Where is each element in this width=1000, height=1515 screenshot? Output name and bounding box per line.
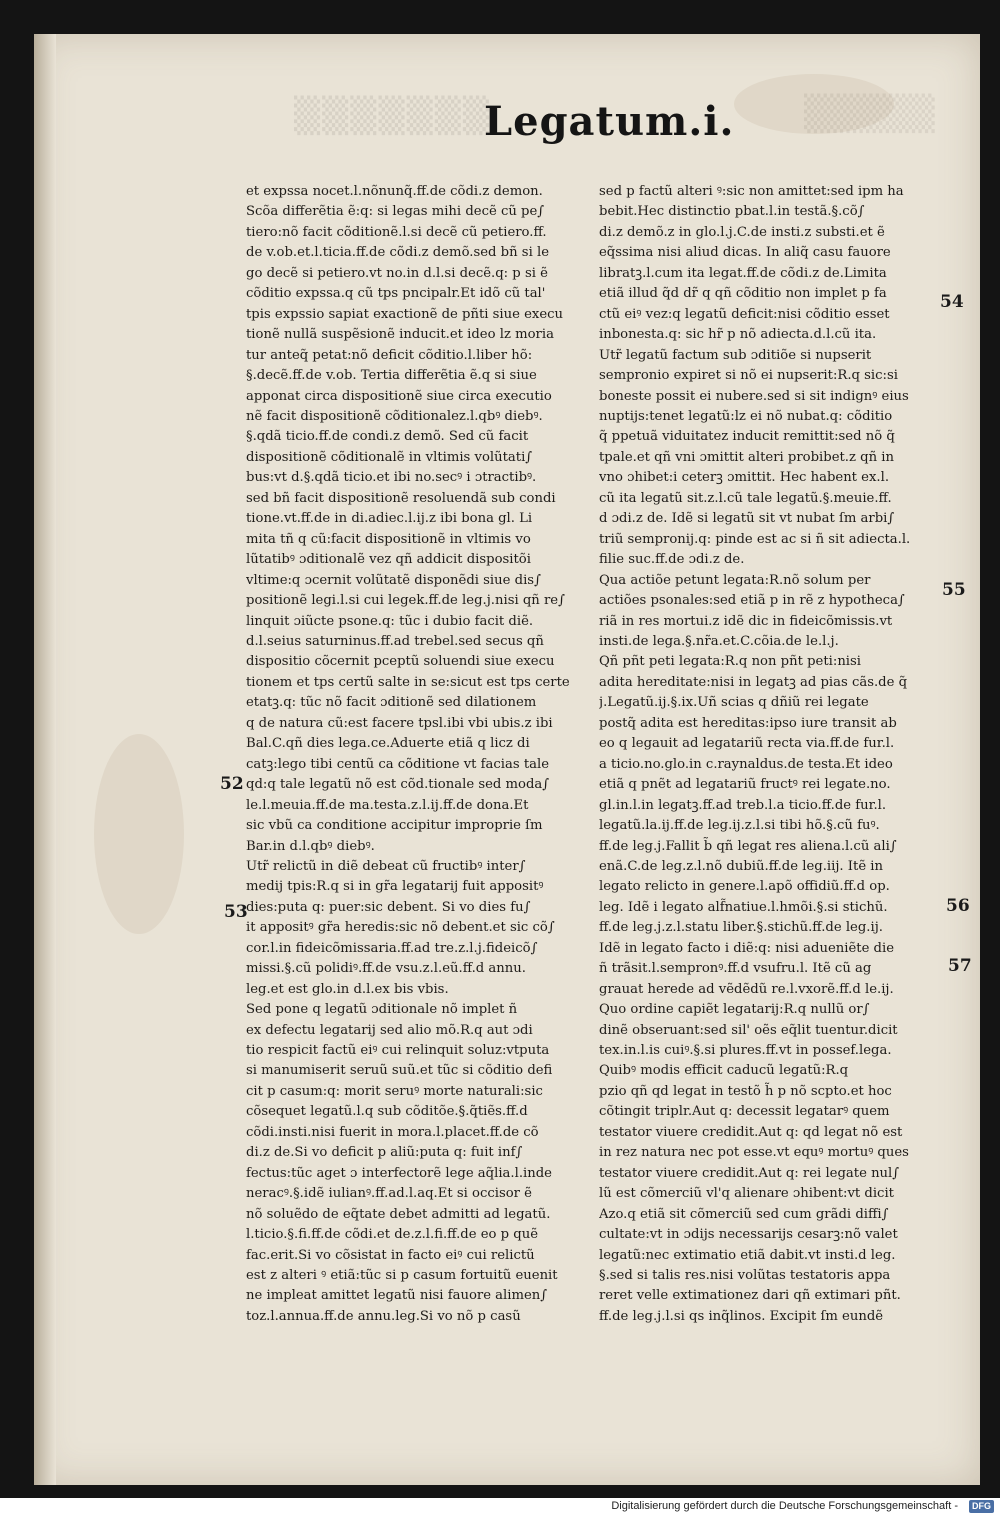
text-line: linquit ɔiũcte psone.q: tũc i dubio facit diẽ.: [246, 613, 534, 629]
text-line: dispositionẽ cõditionalẽ in vltimis volũtati∫: [246, 449, 533, 465]
margin-number-55: 55: [942, 580, 966, 600]
text-line: si manumiserit seruũ suũ.et tũc si cõditio defi: [246, 1063, 553, 1079]
footer-bar: [0, 1498, 1000, 1515]
text-line: le.l.meuia.ff.de ma.testa.z.l.ij.ff.de dona.Et: [246, 797, 529, 813]
margin-number-56: 56: [946, 896, 970, 916]
text-line: cor.l.in fideicõmissaria.ff.ad tre.z.l.j.fideicõ∫: [246, 940, 538, 956]
margin-number-54: 54: [940, 292, 964, 312]
bleed-through-text-right: ▒▒▒▒▒: [804, 94, 935, 134]
text-line: vno ɔhibet:i ceterꝫ ɔmittit. Hec habent ex.l.: [599, 470, 890, 486]
text-line: di.z de.Si vo deficit p aliũ:puta q: fuit inf∫: [246, 1145, 523, 1161]
text-line: cultate:vt in ɔdijs necessarijs cesarꝫ:nõ valet: [599, 1227, 898, 1243]
text-line: Sed pone q legatũ ɔditionale nõ implet ñ: [246, 1002, 518, 1018]
text-line: dies:puta q: puer:sic debent. Si vo dies fu∫: [246, 899, 531, 915]
text-line: cõsequet legatũ.l.q sub cõditõe.§.q̃tiẽs.ff.d: [246, 1104, 528, 1120]
text-line: cõditio expssa.q cũ tps pncipalr.Et idõ cũ tal': [246, 286, 546, 302]
text-line: legatũ.la.ij.ff.de leg.ij.z.l.si tibi hõ.§.cũ fuꝰ.: [599, 818, 880, 834]
text-line: legatũ:nec extimatio etiã dabit.vt insti.d leg.: [599, 1247, 896, 1263]
text-line: di.z demõ.z in glo.l.j.C.de insti.z substi.et ẽ: [599, 224, 885, 240]
text-line: gl.in.l.in legatꝫ.ff.ad treb.l.a ticio.ff.de fur.l.: [599, 797, 887, 813]
text-line: cit p casum:q: morit seruꝰ morte naturali:sic: [246, 1083, 543, 1099]
text-line: testator viuere credidit.Aut q: qd legat nõ est: [599, 1124, 903, 1140]
text-line: Quo ordine capiẽt legatarij:R.q nullũ or∫: [599, 1002, 870, 1018]
text-line: medij tpis:R.q si in gr̃a legatarij fuit appositꝰ: [246, 879, 544, 895]
text-line: etiã q pnẽt ad legatariũ fructꝰ rei legate.no.: [599, 777, 891, 793]
text-line: cũ ita legatũ sit.z.l.cũ tale legatũ.§.meuie.ff.: [599, 490, 892, 506]
page-spine-shadow: [34, 34, 56, 1485]
text-line: enã.C.de leg.z.l.nõ dubiũ.ff.de leg.iij. Itẽ in: [599, 858, 884, 874]
text-line: Qua actiõe petunt legata:R.nõ solum per: [599, 572, 871, 588]
text-line: de v.ob.et.l.ticia.ff.de cõdi.z demõ.sed bñ si le: [246, 245, 549, 261]
dfg-logo: DFG: [969, 1500, 994, 1513]
text-line: d ɔdi.z de. Idẽ si legatũ sit vt nubat ſm arbi∫: [599, 511, 895, 527]
text-line: positionẽ legi.l.si cui legek.ff.de leg.j.nisi qñ re∫: [246, 593, 565, 609]
text-line: riã in res mortui.z idẽ dic in fideicõmissis.vt: [599, 613, 893, 629]
text-line: nuptijs:tenet legatũ:lz ei nõ nubat.q: cõditio: [599, 408, 893, 424]
text-line: §.qdã ticio.ff.de condi.z demõ. Sed cũ facit: [246, 429, 529, 445]
text-line: Azo.q etiã sit cõmerciũ sed cum grãdi diffi∫: [599, 1206, 889, 1222]
text-line: sempronio expiret si nõ ei nupserit:R.q sic:si: [599, 368, 898, 384]
text-line: ñ trãsit.l.sempronꝰ.ff.d vsufru.l. Itẽ cũ ag: [599, 961, 872, 977]
text-line: dinẽ obseruant:sed sil' oẽs eq̃lit tuentur.dicit: [599, 1022, 898, 1038]
text-line: tpis expssio sapiat exactionẽ de pñti siue execu: [246, 306, 564, 322]
text-line: grauat herede ad vẽdẽdũ re.l.vxorẽ.ff.d le.ij.: [599, 981, 894, 997]
funding-notice: Digitalisierung gefördert durch die Deutsche Forschungsgemeinschaft -: [611, 1500, 958, 1512]
text-line: q̃ ppetuã viduitatez inducit remittit:sed nõ q̃: [599, 429, 895, 445]
text-line: cõtingit triplr.Aut q: decessit legatarꝰ quem: [599, 1104, 890, 1120]
text-line: dispositio cõcernit pceptũ soluendi siue execu: [246, 654, 555, 670]
text-line: bebit.Hec distinctio pbat.l.in testã.§.cõ∫: [599, 204, 865, 220]
margin-number-57: 57: [948, 956, 972, 976]
text-line: vltime:q ɔcernit volũtatẽ disponẽdi siue dis∫: [246, 572, 541, 588]
text-line: tur anteq̃ petat:nõ deficit cõditio.l.liber hõ:: [246, 347, 533, 363]
text-line: tpale.et qñ vni ɔmittit alteri probibet.z qñ in: [599, 449, 894, 465]
text-line: cõdi.insti.nisi fuerit in mora.l.placet.ff.de cõ: [246, 1124, 539, 1140]
text-line: tiero:nõ facit cõditionẽ.l.si decẽ cũ petiero.ff.: [246, 224, 547, 240]
text-line: ff.de leg.j.z.l.statu liber.§.stichũ.ff.de leg.ij.: [599, 920, 883, 936]
text-line: Idẽ in legato facto i diẽ:q: nisi adueniẽte die: [599, 940, 895, 956]
text-line: eq̃ssima nisi aliud dicas. In aliq̃ casu fauore: [599, 245, 891, 261]
text-line: tio respicit factũ eiꝰ cui relinquit soluz:vtputa: [246, 1043, 550, 1059]
text-line: Utr̃ legatũ factum sub ɔditiõe si nupserit: [599, 347, 872, 363]
text-line: postq̃ adita est hereditas:ipso iure transit ab: [599, 715, 897, 731]
text-line: ff.de leg.j.l.si qs inq̃linos. Excipit ſm eundẽ: [599, 1308, 884, 1324]
text-line: triũ sempronij.q: pinde est ac si ñ sit adiecta.l.: [599, 531, 911, 547]
text-line: libratꝫ.l.cum ita legat.ff.de cõdi.z de.Limita: [599, 265, 887, 281]
text-line: tione.vt.ff.de in di.adiec.l.ij.z ibi bona gl. Li: [246, 511, 533, 527]
text-line: Quibꝰ modis efficit caducũ legatũ:R.q: [599, 1063, 849, 1079]
text-line: §.sed si talis res.nisi volũtas testatoris appa: [599, 1268, 891, 1284]
text-line: tionem et tps certũ salte in se:sicut est tps certe: [246, 674, 570, 690]
text-line: sed bñ facit dispositionẽ resoluendã sub condi: [246, 490, 556, 506]
text-line: adita hereditate:nisi in legatꝫ ad pias cãs.de q̃: [599, 674, 908, 690]
text-line: qd:q tale legatũ nõ est cõd.tionale sed moda∫: [246, 777, 550, 793]
text-line: est z alteri ꝰ etiã:tũc si p casum fortuitũ euenit: [246, 1268, 558, 1284]
text-line: boneste possit ei nubere.sed si sit indignꝰ eius: [599, 388, 909, 404]
text-line: q de natura cũ:est facere tpsl.ibi vbi ubis.z ibi: [246, 715, 553, 731]
bleed-through-text-left: ▒▒▒▒▒▒▒: [294, 96, 492, 136]
text-line: apponat circa dispositionẽ siue circa executio: [246, 388, 552, 404]
text-line: Bal.C.qñ dies lega.ce.Aduerte etiã q licz di: [246, 736, 530, 752]
text-line: bus:vt d.§.qdã ticio.et ibi no.secꝰ i ɔtractibꝰ.: [246, 470, 537, 486]
text-line: toz.l.annua.ff.de annu.leg.Si vo nõ p casũ: [246, 1308, 521, 1324]
text-line: nẽ facit dispositionẽ cõditionalez.l.qbꝰ diebꝰ.: [246, 408, 543, 424]
text-line: catꝫ:lego tibi centũ ca cõditione vt facias tale: [246, 756, 550, 772]
text-line: Utr̃ relictũ in diẽ debeat cũ fructibꝰ inter∫: [246, 858, 526, 874]
text-line: Qñ pñt peti legata:R.q non pñt peti:nisi: [599, 654, 862, 670]
text-line: tex.in.l.is cuiꝰ.§.si plures.ff.vt in possef.lega.: [599, 1043, 892, 1059]
text-line: legato relicto in genere.l.apõ offidiũ.ff.d op.: [599, 879, 890, 895]
text-line: sed p factũ alteri ꝰ:sic non amittet:sed ipm ha: [599, 184, 904, 199]
text-line: j.Legatũ.ij.§.ix.Uñ scias q dñiũ rei legate: [599, 695, 869, 711]
text-line: etatꝫ.q: tũc nõ facit ɔditionẽ sed dilationem: [246, 695, 537, 711]
text-line: mita tñ q cũ:facit dispositionẽ in vltimis vo: [246, 531, 531, 547]
text-line: pzio qñ qd legat in testõ h̃ p nõ scpto.et hoc: [599, 1083, 892, 1099]
text-line: ff.de leg.j.Fallit b̃ qñ legat res aliena.l.cũ ali∫: [599, 838, 897, 854]
paper-stain: [94, 734, 184, 934]
book-page: [34, 34, 980, 1485]
right-text-column: [599, 182, 929, 1327]
text-line: Bar.in d.l.qbꝰ diebꝰ.: [246, 838, 375, 854]
text-line: Scõa differẽtia ẽ:q: si legas mihi decẽ cũ pe∫: [246, 204, 545, 220]
text-line: neracꝰ.§.idẽ iulianꝰ.ff.ad.l.aq.Et si occisor ẽ: [246, 1186, 532, 1202]
text-line: in rez natura nec pot esse.vt equꝰ mortuꝰ ques: [599, 1145, 909, 1161]
text-line: reret velle extimationez dari qñ extimari pñt.: [599, 1288, 901, 1304]
text-line: testator viuere credidit.Aut q: rei legate nul∫: [599, 1165, 900, 1181]
text-line: leg.et est glo.in d.l.ex bis vbis.: [246, 981, 449, 997]
text-line: eo q legauit ad legatariũ recta via.ff.de fur.l.: [599, 736, 895, 752]
left-text-column: [246, 182, 576, 1327]
text-line: it appositꝰ gr̃a heredis:sic nõ debent.et sic cõ∫: [246, 920, 555, 936]
running-head: Legatum.i.: [484, 98, 735, 145]
text-line: ex defectu legatarij sed alio mõ.R.q aut ɔdi: [246, 1022, 533, 1038]
text-line: etiã illud q̃d dr̃ q qñ cõditio non implet p fa: [599, 286, 887, 302]
text-line: fectus:tũc aget ɔ interfectorẽ lege aq̃lia.l.inde: [246, 1165, 552, 1181]
text-line: inbonesta.q: sic hr̃ p nõ adiecta.d.l.cũ ita.: [599, 327, 877, 343]
text-line: ne impleat amittet legatũ nisi fauore alimen∫: [246, 1288, 548, 1304]
text-line: a ticio.no.glo.in c.raynaldus.de testa.Et ideo: [599, 756, 893, 772]
text-line: sic vbũ ca conditione accipitur improprie ſm: [246, 818, 543, 834]
text-line: insti.de lega.§.nr̃a.et.C.cõia.de le.l.j.: [599, 633, 839, 649]
text-line: lũ est cõmerciũ vl'q alienare ɔhibent:vt dicit: [599, 1186, 894, 1202]
margin-number-53: 53: [224, 902, 248, 922]
margin-number-52: 52: [220, 774, 244, 794]
text-line: missi.§.cũ polidiꝰ.ff.de vsu.z.l.eũ.ff.d annu.: [246, 961, 526, 977]
text-line: fac.erit.Si vo cõsistat in facto eiꝰ cui relictũ: [246, 1247, 535, 1263]
text-line: tionẽ nullã suspẽsionẽ inducit.et ideo lz moria: [246, 327, 554, 343]
text-line: §.decẽ.ff.de v.ob. Tertia differẽtia ẽ.q si siue: [246, 368, 537, 384]
text-line: leg. Idẽ i legato alf̃natiue.l.hmõi.§.si stichũ.: [599, 899, 888, 915]
text-line: actiões psonales:sed etiã p in rẽ z hypotheca∫: [599, 593, 905, 609]
text-line: nõ soluẽdo de eq̃tate debet admitti ad legatũ.: [246, 1206, 551, 1222]
text-line: l.ticio.§.fi.ff.de cõdi.et de.z.l.fi.ff.de eo p quẽ: [246, 1227, 539, 1243]
text-line: et expssa nocet.l.nõnunq̃.ff.de cõdi.z demon.: [246, 184, 543, 199]
text-line: lũtatibꝰ ɔditionalẽ vez qñ addicit dispositõi: [246, 552, 531, 568]
text-line: d.l.seius saturninus.ff.ad trebel.sed secus qñ: [246, 633, 544, 649]
text-line: ctũ eiꝰ vez:q legatũ deficit:nisi cõditio esset: [599, 306, 890, 322]
text-line: filie suc.ff.de ɔdi.z de.: [599, 552, 745, 568]
text-line: go decẽ si petiero.vt no.in d.l.si decẽ.q: p si ẽ: [246, 265, 548, 281]
